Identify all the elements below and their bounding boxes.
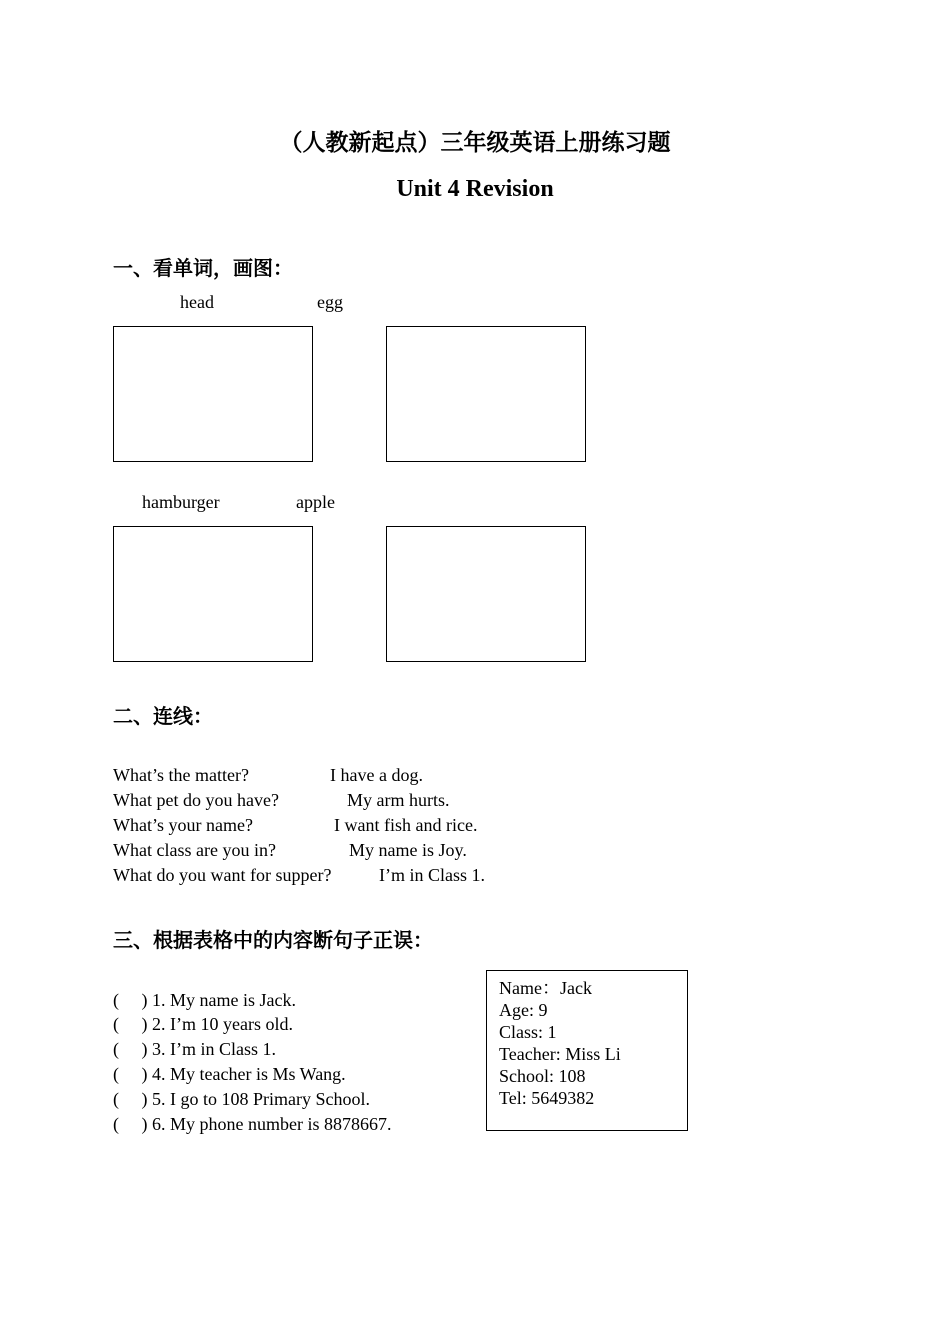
word-label: hamburger [142,492,220,512]
match-question: What do you want for supper? [113,865,332,885]
answer-bracket[interactable]: ( ) [113,990,148,1010]
answer-bracket[interactable]: ( ) [113,1039,148,1059]
match-answer: I have a dog. [330,765,423,785]
statement-row [113,1014,293,1035]
section3-heading: 三、根据表格中的内容断句子正误： [113,928,433,952]
statement-row [113,990,296,1011]
answer-bracket[interactable]: ( ) [113,1014,148,1034]
info-tel: Tel: 5649382 [499,1088,595,1108]
section1-heading: 一、看单词，画图： [113,256,293,280]
statement-row [113,1089,370,1110]
word-label: head [180,292,214,312]
match-question: What pet do you have? [113,790,279,810]
info-age: Age: 9 [499,1000,548,1020]
match-answer: I’m in Class 1. [379,865,485,885]
drawing-box[interactable] [113,526,313,662]
statement-text: 2. I’m 10 years old. [152,1014,293,1034]
info-name: Name：Jack [499,978,592,998]
match-answer: My arm hurts. [347,790,450,810]
match-answer: I want fish and rice. [334,815,478,835]
statement-text: 3. I’m in Class 1. [152,1039,276,1059]
info-card [486,970,688,1131]
word-label: apple [296,492,335,512]
statement-row [113,1039,276,1060]
info-school: School: 108 [499,1066,586,1086]
answer-bracket[interactable]: ( ) [113,1064,148,1084]
statement-text: 6. My phone number is 8878667. [152,1114,392,1134]
info-teacher: Teacher: Miss Li [499,1044,621,1064]
match-question: What’s your name? [113,815,253,835]
statement-text: 1. My name is Jack. [152,990,296,1010]
answer-bracket[interactable]: ( ) [113,1089,148,1109]
word-label: egg [317,292,343,312]
drawing-box[interactable] [386,526,586,662]
statement-row [113,1114,391,1135]
page-subtitle: Unit 4 Revision [396,176,554,202]
statement-row [113,1064,346,1085]
match-question: What class are you in? [113,840,276,860]
drawing-box[interactable] [386,326,586,462]
drawing-box[interactable] [113,326,313,462]
match-question: What’s the matter? [113,765,249,785]
section2-heading: 二、连线： [113,704,213,728]
match-answer: My name is Joy. [349,840,467,860]
answer-bracket[interactable]: ( ) [113,1114,148,1134]
info-class: Class: 1 [499,1022,557,1042]
statement-text: 5. I go to 108 Primary School. [152,1089,370,1109]
statement-text: 4. My teacher is Ms Wang. [152,1064,346,1084]
page-title: （人教新起点）三年级英语上册练习题 [279,130,671,156]
